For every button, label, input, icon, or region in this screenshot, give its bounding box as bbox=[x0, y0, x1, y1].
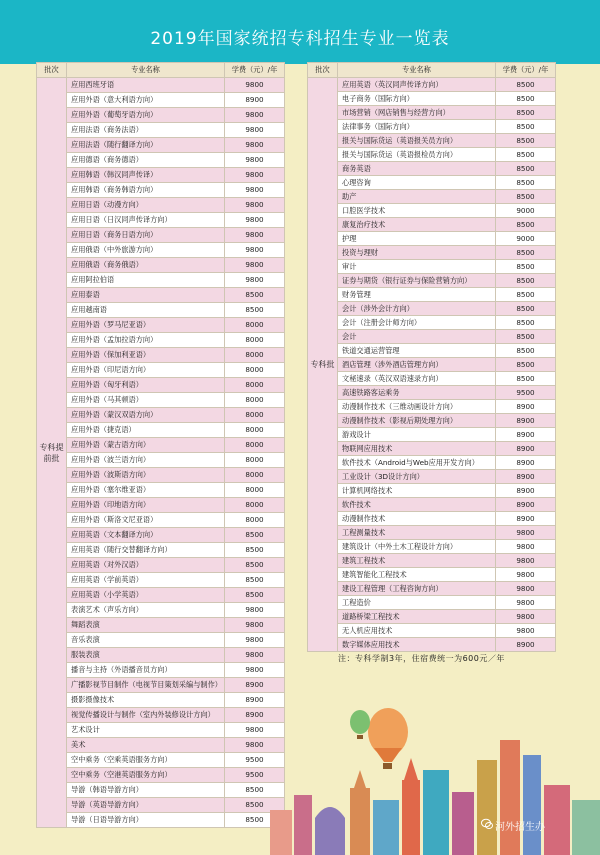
table-row bbox=[37, 423, 285, 438]
table-row bbox=[37, 588, 285, 603]
fee-cell: 8500 bbox=[496, 218, 556, 232]
table-row bbox=[308, 386, 556, 400]
table-row bbox=[308, 540, 556, 554]
fee-cell: 8000 bbox=[225, 408, 285, 423]
table-row bbox=[37, 708, 285, 723]
table-row bbox=[37, 498, 285, 513]
major-cell: 动漫制作技术（影视后期处理方向） bbox=[338, 414, 496, 428]
table-row bbox=[308, 442, 556, 456]
major-cell: 应用外语（斯洛文尼亚语） bbox=[67, 513, 225, 528]
right-major-table bbox=[307, 62, 556, 652]
fee-cell: 8500 bbox=[496, 260, 556, 274]
major-cell: 软件技术 bbox=[338, 498, 496, 512]
table-row bbox=[308, 582, 556, 596]
fee-cell: 8000 bbox=[225, 498, 285, 513]
table-row bbox=[37, 543, 285, 558]
major-cell: 应用外语（罗马尼亚语） bbox=[67, 318, 225, 333]
fee-cell: 8500 bbox=[496, 148, 556, 162]
major-cell: 播音与主持（外语播音员方向） bbox=[67, 663, 225, 678]
left-major-table bbox=[36, 62, 285, 828]
major-cell: 酒店管理（涉外酒店管理方向） bbox=[338, 358, 496, 372]
table-row bbox=[37, 138, 285, 153]
table-row bbox=[37, 678, 285, 693]
table-row bbox=[308, 316, 556, 330]
fee-cell: 8000 bbox=[225, 378, 285, 393]
table-row bbox=[37, 198, 285, 213]
header-batch: 批次 bbox=[37, 63, 67, 78]
major-cell: 应用英语（文本翻译方向） bbox=[67, 528, 225, 543]
table-row bbox=[37, 633, 285, 648]
fee-cell: 8000 bbox=[225, 318, 285, 333]
fee-cell: 9500 bbox=[225, 753, 285, 768]
major-cell: 证券与期货（银行证券与保险营销方向） bbox=[338, 274, 496, 288]
major-cell: 工程测量技术 bbox=[338, 526, 496, 540]
fee-cell: 8000 bbox=[225, 333, 285, 348]
fee-cell: 8900 bbox=[225, 693, 285, 708]
major-cell: 投资与理财 bbox=[338, 246, 496, 260]
table-row bbox=[308, 176, 556, 190]
major-cell: 应用外语（塞尔维亚语） bbox=[67, 483, 225, 498]
major-cell: 应用英语（随行交替翻译方向） bbox=[67, 543, 225, 558]
header-fee: 学费（元）/年 bbox=[496, 63, 556, 78]
fee-cell: 9500 bbox=[225, 768, 285, 783]
major-cell: 广播影视节目制作（电视节目策划采编与制作） bbox=[67, 678, 225, 693]
fee-cell: 9800 bbox=[496, 624, 556, 638]
major-cell: 应用外语（意大利语方向） bbox=[67, 93, 225, 108]
major-cell: 应用外语（波兰语方向） bbox=[67, 453, 225, 468]
major-cell: 应用外语（葡萄牙语方向） bbox=[67, 108, 225, 123]
table-row bbox=[308, 554, 556, 568]
header-major: 专业名称 bbox=[338, 63, 496, 78]
batch-cell: 专科批 bbox=[308, 78, 338, 652]
major-cell: 应用外语（捷克语） bbox=[67, 423, 225, 438]
table-row bbox=[37, 258, 285, 273]
major-cell: 计算机网络技术 bbox=[338, 484, 496, 498]
major-cell: 空中乘务（空乘英语服务方向） bbox=[67, 753, 225, 768]
city-skyline-illustration bbox=[260, 700, 600, 855]
fee-cell: 8500 bbox=[496, 176, 556, 190]
table-row bbox=[308, 596, 556, 610]
major-cell: 摄影摄像技术 bbox=[67, 693, 225, 708]
header-major: 专业名称 bbox=[67, 63, 225, 78]
table-row bbox=[308, 470, 556, 484]
table-row bbox=[37, 93, 285, 108]
fee-cell: 8000 bbox=[225, 393, 285, 408]
table-row bbox=[37, 183, 285, 198]
table-row bbox=[308, 526, 556, 540]
table-row bbox=[37, 438, 285, 453]
fee-cell: 8900 bbox=[496, 456, 556, 470]
fee-cell: 9800 bbox=[225, 723, 285, 738]
major-cell: 应用法语（商务法语） bbox=[67, 123, 225, 138]
table-row bbox=[308, 568, 556, 582]
major-cell: 财务管理 bbox=[338, 288, 496, 302]
table-row bbox=[37, 723, 285, 738]
table-row bbox=[37, 528, 285, 543]
table-row bbox=[37, 453, 285, 468]
fee-cell: 9800 bbox=[225, 648, 285, 663]
fee-cell: 9800 bbox=[496, 526, 556, 540]
fee-cell: 8000 bbox=[225, 348, 285, 363]
table-row bbox=[308, 414, 556, 428]
table-row bbox=[308, 358, 556, 372]
major-cell: 助产 bbox=[338, 190, 496, 204]
fee-cell: 9800 bbox=[225, 78, 285, 93]
tuition-note: 注：专科学制3年，住宿费统一为600元／年 bbox=[338, 654, 505, 663]
table-row bbox=[308, 456, 556, 470]
fee-cell: 8500 bbox=[496, 274, 556, 288]
hot-air-balloon-icon bbox=[350, 708, 408, 769]
major-cell: 建筑智能化工程技术 bbox=[338, 568, 496, 582]
major-cell: 工业设计（3D设计方向） bbox=[338, 470, 496, 484]
table-row bbox=[37, 648, 285, 663]
header-fee: 学费（元）/年 bbox=[225, 63, 285, 78]
table-row bbox=[308, 78, 556, 92]
fee-cell: 9800 bbox=[225, 138, 285, 153]
fee-cell: 9800 bbox=[496, 582, 556, 596]
table-row bbox=[308, 624, 556, 638]
table-row bbox=[37, 318, 285, 333]
major-cell: 口腔医学技术 bbox=[338, 204, 496, 218]
major-cell: 导游（英语导游方向） bbox=[67, 798, 225, 813]
fee-cell: 8500 bbox=[225, 588, 285, 603]
fee-cell: 8000 bbox=[225, 483, 285, 498]
major-cell: 音乐表演 bbox=[67, 633, 225, 648]
table-row bbox=[308, 246, 556, 260]
major-cell: 应用日语（商务日语方向） bbox=[67, 228, 225, 243]
table-row bbox=[37, 78, 285, 93]
fee-cell: 8500 bbox=[496, 358, 556, 372]
major-cell: 应用外语（匈牙利语） bbox=[67, 378, 225, 393]
fee-cell: 8500 bbox=[496, 330, 556, 344]
table-row bbox=[37, 108, 285, 123]
table-row bbox=[37, 573, 285, 588]
fee-cell: 8000 bbox=[225, 438, 285, 453]
major-cell: 心理咨询 bbox=[338, 176, 496, 190]
table-row bbox=[37, 738, 285, 753]
table-row bbox=[37, 603, 285, 618]
major-cell: 会计 bbox=[338, 330, 496, 344]
table-row bbox=[308, 344, 556, 358]
major-cell: 应用外语（波斯语方向） bbox=[67, 468, 225, 483]
major-cell: 应用俄语（商务俄语） bbox=[67, 258, 225, 273]
major-cell: 游戏设计 bbox=[338, 428, 496, 442]
major-cell: 报关与国际货运（英语报检员方向） bbox=[338, 148, 496, 162]
table-row bbox=[308, 330, 556, 344]
table-row bbox=[37, 558, 285, 573]
fee-cell: 8500 bbox=[496, 120, 556, 134]
major-cell: 应用阿拉伯语 bbox=[67, 273, 225, 288]
fee-cell: 8500 bbox=[496, 316, 556, 330]
fee-cell: 8500 bbox=[225, 303, 285, 318]
fee-cell: 8000 bbox=[225, 363, 285, 378]
major-cell: 电子商务（国际方向） bbox=[338, 92, 496, 106]
fee-cell: 9800 bbox=[496, 540, 556, 554]
table-row bbox=[37, 243, 285, 258]
major-cell: 审计 bbox=[338, 260, 496, 274]
fee-cell: 9800 bbox=[225, 123, 285, 138]
fee-cell: 9800 bbox=[225, 228, 285, 243]
major-cell: 报关与国际货运（英语报关员方向） bbox=[338, 134, 496, 148]
watermark-text: 河外招生办 bbox=[495, 822, 545, 833]
fee-cell: 9800 bbox=[496, 568, 556, 582]
major-cell: 铁道交通运营管理 bbox=[338, 344, 496, 358]
table-row bbox=[37, 378, 285, 393]
fee-cell: 8500 bbox=[496, 134, 556, 148]
table-row bbox=[37, 798, 285, 813]
fee-cell: 9800 bbox=[225, 738, 285, 753]
fee-cell: 8900 bbox=[496, 400, 556, 414]
table-row bbox=[37, 363, 285, 378]
fee-cell: 9800 bbox=[225, 153, 285, 168]
fee-cell: 9800 bbox=[496, 554, 556, 568]
major-cell: 无人机应用技术 bbox=[338, 624, 496, 638]
major-cell: 应用英语（英汉同声传译方向） bbox=[338, 78, 496, 92]
fee-cell: 8900 bbox=[496, 414, 556, 428]
major-cell: 应用越南语 bbox=[67, 303, 225, 318]
table-row bbox=[308, 610, 556, 624]
table-row bbox=[308, 148, 556, 162]
table-row bbox=[308, 372, 556, 386]
table-row bbox=[37, 768, 285, 783]
major-cell: 服装表演 bbox=[67, 648, 225, 663]
fee-cell: 9800 bbox=[225, 108, 285, 123]
fee-cell: 9800 bbox=[225, 663, 285, 678]
fee-cell: 9800 bbox=[225, 618, 285, 633]
major-cell: 应用外语（蒙汉双语方向） bbox=[67, 408, 225, 423]
table-row bbox=[308, 428, 556, 442]
fee-cell: 8900 bbox=[225, 708, 285, 723]
table-row bbox=[37, 168, 285, 183]
table-row bbox=[37, 468, 285, 483]
major-cell: 软件技术（Android与Web应用开发方向） bbox=[338, 456, 496, 470]
fee-cell: 8900 bbox=[496, 470, 556, 484]
major-cell: 数字媒体应用技术 bbox=[338, 638, 496, 652]
table-row bbox=[308, 190, 556, 204]
fee-cell: 8500 bbox=[225, 798, 285, 813]
fee-cell: 8900 bbox=[225, 93, 285, 108]
table-row bbox=[37, 393, 285, 408]
fee-cell: 8900 bbox=[225, 678, 285, 693]
table-row bbox=[37, 123, 285, 138]
major-cell: 建筑工程技术 bbox=[338, 554, 496, 568]
table-row bbox=[308, 498, 556, 512]
fee-cell: 9800 bbox=[225, 183, 285, 198]
fee-cell: 9000 bbox=[496, 204, 556, 218]
fee-cell: 8500 bbox=[225, 558, 285, 573]
major-cell: 应用西班牙语 bbox=[67, 78, 225, 93]
major-cell: 建筑设计（中外土木工程设计方向） bbox=[338, 540, 496, 554]
major-cell: 物联网应用技术 bbox=[338, 442, 496, 456]
table-row bbox=[37, 513, 285, 528]
fee-cell: 8500 bbox=[496, 246, 556, 260]
fee-cell: 9800 bbox=[496, 596, 556, 610]
table-header-row bbox=[37, 63, 285, 78]
major-cell: 应用外语（保加利亚语） bbox=[67, 348, 225, 363]
fee-cell: 8900 bbox=[496, 484, 556, 498]
fee-cell: 8500 bbox=[496, 288, 556, 302]
fee-cell: 8500 bbox=[496, 162, 556, 176]
fee-cell: 8500 bbox=[225, 288, 285, 303]
table-row bbox=[37, 783, 285, 798]
fee-cell: 8500 bbox=[225, 813, 285, 828]
major-cell: 应用日语（动漫方向） bbox=[67, 198, 225, 213]
table-row bbox=[37, 813, 285, 828]
major-cell: 应用英语（学前英语） bbox=[67, 573, 225, 588]
batch-cell: 专科提前批 bbox=[37, 78, 67, 828]
fee-cell: 9800 bbox=[225, 273, 285, 288]
table-row bbox=[37, 483, 285, 498]
major-cell: 视觉传播设计与制作（室内外装修设计方向） bbox=[67, 708, 225, 723]
table-row bbox=[308, 204, 556, 218]
major-cell: 导游（日语导游方向） bbox=[67, 813, 225, 828]
fee-cell: 8000 bbox=[225, 513, 285, 528]
table-row bbox=[37, 228, 285, 243]
fee-cell: 9000 bbox=[496, 232, 556, 246]
major-cell: 应用外语（印地语方向） bbox=[67, 498, 225, 513]
table-row bbox=[37, 303, 285, 318]
fee-cell: 9800 bbox=[225, 258, 285, 273]
table-row bbox=[308, 218, 556, 232]
fee-cell: 8500 bbox=[225, 783, 285, 798]
fee-cell: 8500 bbox=[496, 78, 556, 92]
fee-cell: 9800 bbox=[496, 610, 556, 624]
major-cell: 道路桥梁工程技术 bbox=[338, 610, 496, 624]
major-cell: 美术 bbox=[67, 738, 225, 753]
major-cell: 建设工程管理（工程咨询方向） bbox=[338, 582, 496, 596]
major-cell: 会计（注册会计师方向） bbox=[338, 316, 496, 330]
table-row bbox=[308, 92, 556, 106]
fee-cell: 8900 bbox=[496, 638, 556, 652]
wechat-icon bbox=[481, 818, 493, 830]
major-cell: 应用外语（孟加拉语方向） bbox=[67, 333, 225, 348]
major-cell: 艺术设计 bbox=[67, 723, 225, 738]
major-cell: 应用外语（印尼语方向） bbox=[67, 363, 225, 378]
table-row bbox=[37, 618, 285, 633]
fee-cell: 8500 bbox=[496, 372, 556, 386]
fee-cell: 8900 bbox=[496, 442, 556, 456]
fee-cell: 8500 bbox=[225, 528, 285, 543]
fee-cell: 9800 bbox=[225, 168, 285, 183]
major-cell: 工程造价 bbox=[338, 596, 496, 610]
fee-cell: 8900 bbox=[496, 512, 556, 526]
table-row bbox=[37, 408, 285, 423]
buildings-icon bbox=[270, 740, 600, 855]
table-row bbox=[308, 162, 556, 176]
table-row bbox=[308, 512, 556, 526]
major-cell: 动漫制作技术 bbox=[338, 512, 496, 526]
major-cell: 表演艺术（声乐方向） bbox=[67, 603, 225, 618]
table-row bbox=[308, 288, 556, 302]
table-row bbox=[308, 484, 556, 498]
fee-cell: 8000 bbox=[225, 468, 285, 483]
table-row bbox=[37, 213, 285, 228]
major-cell: 会计（涉外会计方向） bbox=[338, 302, 496, 316]
table-row bbox=[37, 663, 285, 678]
fee-cell: 9800 bbox=[225, 243, 285, 258]
major-cell: 应用韩语（韩汉同声传译） bbox=[67, 168, 225, 183]
major-cell: 高速铁路客运乘务 bbox=[338, 386, 496, 400]
fee-cell: 8500 bbox=[225, 543, 285, 558]
table-row bbox=[37, 753, 285, 768]
fee-cell: 8900 bbox=[496, 498, 556, 512]
fee-cell: 9800 bbox=[225, 633, 285, 648]
major-cell: 导游（韩语导游方向） bbox=[67, 783, 225, 798]
major-cell: 应用外语（马其顿语） bbox=[67, 393, 225, 408]
table-row bbox=[37, 333, 285, 348]
fee-cell: 8000 bbox=[225, 453, 285, 468]
major-cell: 动漫制作技术（三维动画设计方向） bbox=[338, 400, 496, 414]
table-row bbox=[308, 106, 556, 120]
fee-cell: 8500 bbox=[496, 92, 556, 106]
major-cell: 应用英语（对外汉语） bbox=[67, 558, 225, 573]
table-header-row bbox=[308, 63, 556, 78]
major-cell: 商务英语 bbox=[338, 162, 496, 176]
table-row bbox=[37, 273, 285, 288]
major-cell: 应用外语（蒙古语方向） bbox=[67, 438, 225, 453]
fee-cell: 8500 bbox=[496, 302, 556, 316]
table-row bbox=[308, 232, 556, 246]
fee-cell: 9800 bbox=[225, 198, 285, 213]
table-row bbox=[308, 638, 556, 652]
major-cell: 应用英语（小学英语） bbox=[67, 588, 225, 603]
major-cell: 应用法语（随行翻译方向） bbox=[67, 138, 225, 153]
major-cell: 法律事务（国际方向） bbox=[338, 120, 496, 134]
major-cell: 市场营销（网店销售与经营方向） bbox=[338, 106, 496, 120]
fee-cell: 8500 bbox=[496, 190, 556, 204]
major-cell: 应用日语（日汉同声传译方向） bbox=[67, 213, 225, 228]
header-batch: 批次 bbox=[308, 63, 338, 78]
fee-cell: 8900 bbox=[496, 428, 556, 442]
major-cell: 应用德语（商务德语） bbox=[67, 153, 225, 168]
table-row bbox=[308, 274, 556, 288]
table-row bbox=[308, 120, 556, 134]
fee-cell: 9500 bbox=[496, 386, 556, 400]
fee-cell: 9800 bbox=[225, 213, 285, 228]
fee-cell: 8000 bbox=[225, 423, 285, 438]
major-cell: 应用俄语（中外旅游方向） bbox=[67, 243, 225, 258]
fee-cell: 8500 bbox=[225, 573, 285, 588]
table-row bbox=[308, 302, 556, 316]
table-row bbox=[37, 153, 285, 168]
page-title: 2019年国家统招专科招生专业一览表 bbox=[150, 29, 450, 49]
major-cell: 舞蹈表演 bbox=[67, 618, 225, 633]
table-row bbox=[37, 693, 285, 708]
major-cell: 应用韩语（商务韩语方向） bbox=[67, 183, 225, 198]
fee-cell: 9800 bbox=[225, 603, 285, 618]
major-cell: 应用泰语 bbox=[67, 288, 225, 303]
major-cell: 空中乘务（空港英语服务方向） bbox=[67, 768, 225, 783]
table-row bbox=[308, 134, 556, 148]
major-cell: 文秘速录（英汉双语速录方向） bbox=[338, 372, 496, 386]
table-row bbox=[308, 260, 556, 274]
fee-cell: 8500 bbox=[496, 344, 556, 358]
fee-cell: 8500 bbox=[496, 106, 556, 120]
table-row bbox=[308, 400, 556, 414]
table-row bbox=[37, 348, 285, 363]
table-row bbox=[37, 288, 285, 303]
major-cell: 康复治疗技术 bbox=[338, 218, 496, 232]
major-cell: 护理 bbox=[338, 232, 496, 246]
